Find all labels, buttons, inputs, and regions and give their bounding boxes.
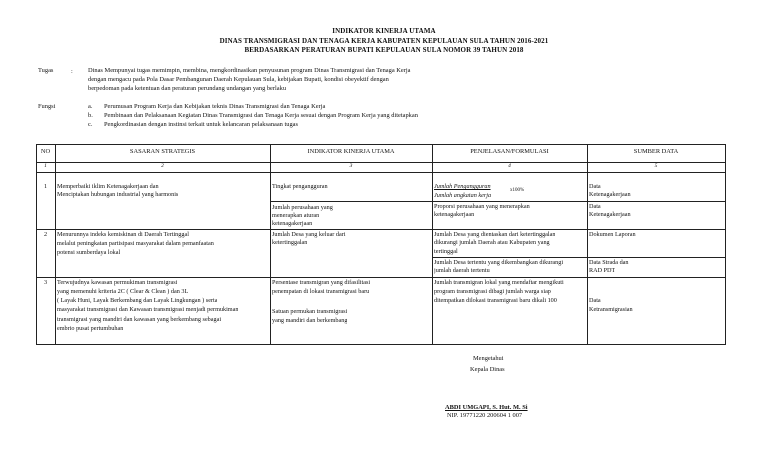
sasaran-line: embrio pusat pertumbuhan [57,325,124,332]
tugas-line: Dinas Mempunyai tugas memimpin, membina, mengkordinasikan penyusunan program Dinas Transmigrasi dan Tenaga Kerja [88,67,411,74]
tugas-line: berpedoman pada ketentuan dan peraturan perundang undangan yang berlaku [88,85,287,92]
tugas-separator: : [71,68,73,75]
penjelasan-line: program transmigrasi dibagi jumlah warga siap [434,288,551,295]
sasaran-line: yang memenuhi kriteria 2C ( Clear & Clean ) dan 3L [57,288,189,295]
sasaran-line: melalui peningkatan partisipasi masyarakat dalam pemanfaatan [57,240,214,247]
fungsi-marker: c. [88,121,93,128]
signature-name: ABDI UMGAPI, S. Hut. M. Si [445,404,528,411]
indikator-line: yang mandiri dan berkembang [272,317,348,324]
signature-acknowledged: Mengetahui [473,355,504,362]
sumber-line: Ketenagakerjaan [589,191,631,198]
formula-numerator: Jumlah Pengangguran [434,183,491,190]
sasaran-line: Menciptakan hubungan industrial yang harmonis [57,191,179,198]
sumber-line: Data [589,297,601,304]
col-header-sumber: SUMBER DATA [633,148,679,155]
sumber-line: Data Strada dan [589,259,629,266]
penjelasan-line: ditempatkan dilokasi transmigrasi baru dikali 100 [434,297,557,304]
row-number: 2 [44,231,48,238]
row-number: 3 [44,279,48,286]
penjelasan-line: Proporsi perusahaan yang menerapkan [434,203,530,210]
fungsi-item: Pembinaan dan Pelaksanaan Kegiatan Dinas Transmigrasi dan Tenaga Kerja sesuai dengan Program Kerja yang ditetapkan [104,112,418,119]
tugas-line: dengan mengacu pada Pola Dasar Pembangunan Daerah Kepulauan Sula, kebijakan Bupati, kondisi obeyektif dengan [88,76,389,83]
penjelasan-line: dikurangi jumlah Daerah atau Kabupaten yang [434,239,550,246]
indikator-line: Satuan permukan transmigrasi [272,308,348,315]
sasaran-line: Memperbaiki iklim Ketenagakerjaan dan [57,183,159,190]
indikator-line: penempatan di lokasi transmigrasi baru [272,288,370,295]
indikator-line: ketertinggalan [272,239,308,246]
row-number: 1 [44,183,48,190]
indikator-line: Jumlah perusahaan yang [272,204,333,211]
penjelasan-line: tertinggal [434,248,458,255]
sasaran-line: masyarakat transmigrasi dan Kawasan transmigrasi menjadi permukiman [57,306,239,313]
doc-subtitle: DINAS TRANSMIGRASI DAN TENAGA KERJA KABUPATEN KEPULAUAN SULA TAHUN 2016-2021 [219,37,549,45]
col-number: 2 [161,163,164,169]
col-header-no: NO [40,148,51,155]
col-number: 5 [654,163,658,169]
fungsi-label: Fungsi [38,103,56,110]
indikator-line: Jumlah Desa yang keluar dari [272,231,346,238]
fungsi-marker: b. [88,112,93,119]
signature-position: Kepala Dinas [470,366,505,373]
sumber-line: Data [589,203,601,210]
penjelasan-line: jumlah daerah tertentu [434,267,490,274]
fungsi-item: Perumusan Program Kerja dan Kebijakan teknis Dinas Transmigrasi dan Tenaga Kerja [104,103,326,110]
col-header-indikator: INDIKATOR KINERJA UTAMA [307,148,395,155]
sumber-line: Data [589,183,601,190]
sasaran-line: Menurunnya indeks kemiskinan di Daerah Tertinggal [57,231,189,238]
sasaran-line: Terwujudnya kawasan permukiman transmigrasi [57,279,178,286]
col-number: 3 [349,163,353,169]
col-header-penjelasan: PENJELASAN/FORMULASI [470,148,549,155]
sumber-line: Ketransmigrasian [589,306,633,313]
indikator-line: menerapkan aturan [272,212,320,219]
penjelasan-line: Jumlah transmigran lokal yang mendaftar mengikuti [434,279,564,286]
formula-denominator: Jumlah angkatan kerja [434,192,492,199]
indikator-line: Tingkat pengangguran [272,183,328,190]
signature-nip: NIP. 19771220 200604 1 007 [447,412,523,419]
sasaran-line: ( Layak Huni, Layak Berkembang dan Layak Lingkungan ) serta [57,297,218,304]
fungsi-item: Pengkordinasian dengan instinsi terkait untuk kelancaran pelaksanaan tugas [104,121,298,128]
penjelasan-line: Jumlah Desa yang dientaskan dari ketertinggalan [434,231,556,238]
sasaran-line: transmigrasi yang mandiri dan kawasan yang berkembang sebagai [57,316,222,323]
indikator-line: ketenagakerjaan [272,220,313,227]
formula-multiplier: x100% [510,188,525,193]
sumber-line: Ketenagakerjaan [589,211,631,218]
penjelasan-line: Jumlah Desa tertentu yang dikembangkan dikurangi [434,259,564,266]
col-number: 1 [44,163,47,169]
sumber-line: RAD PDT [589,267,616,274]
sumber-line: Dokumen Laporan [589,231,636,238]
fungsi-marker: a. [88,103,93,110]
col-header-sasaran: SASARAN STRATEGIS [129,148,196,155]
tugas-label: Tugas [38,67,54,74]
doc-title: INDIKATOR KINERJA UTAMA [332,27,436,35]
penjelasan-line: ketenagakerjaan [434,211,475,218]
sasaran-line: potensi sumberdaya lokal [57,249,121,256]
col-number: 4 [508,163,511,169]
indikator-line: Persentase transmigran yang difasilitasi [272,279,371,286]
doc-regulation: BERDASARKAN PERATURAN BUPATI KEPULAUAN SULA NOMOR 39 TAHUN 2018 [244,46,524,54]
